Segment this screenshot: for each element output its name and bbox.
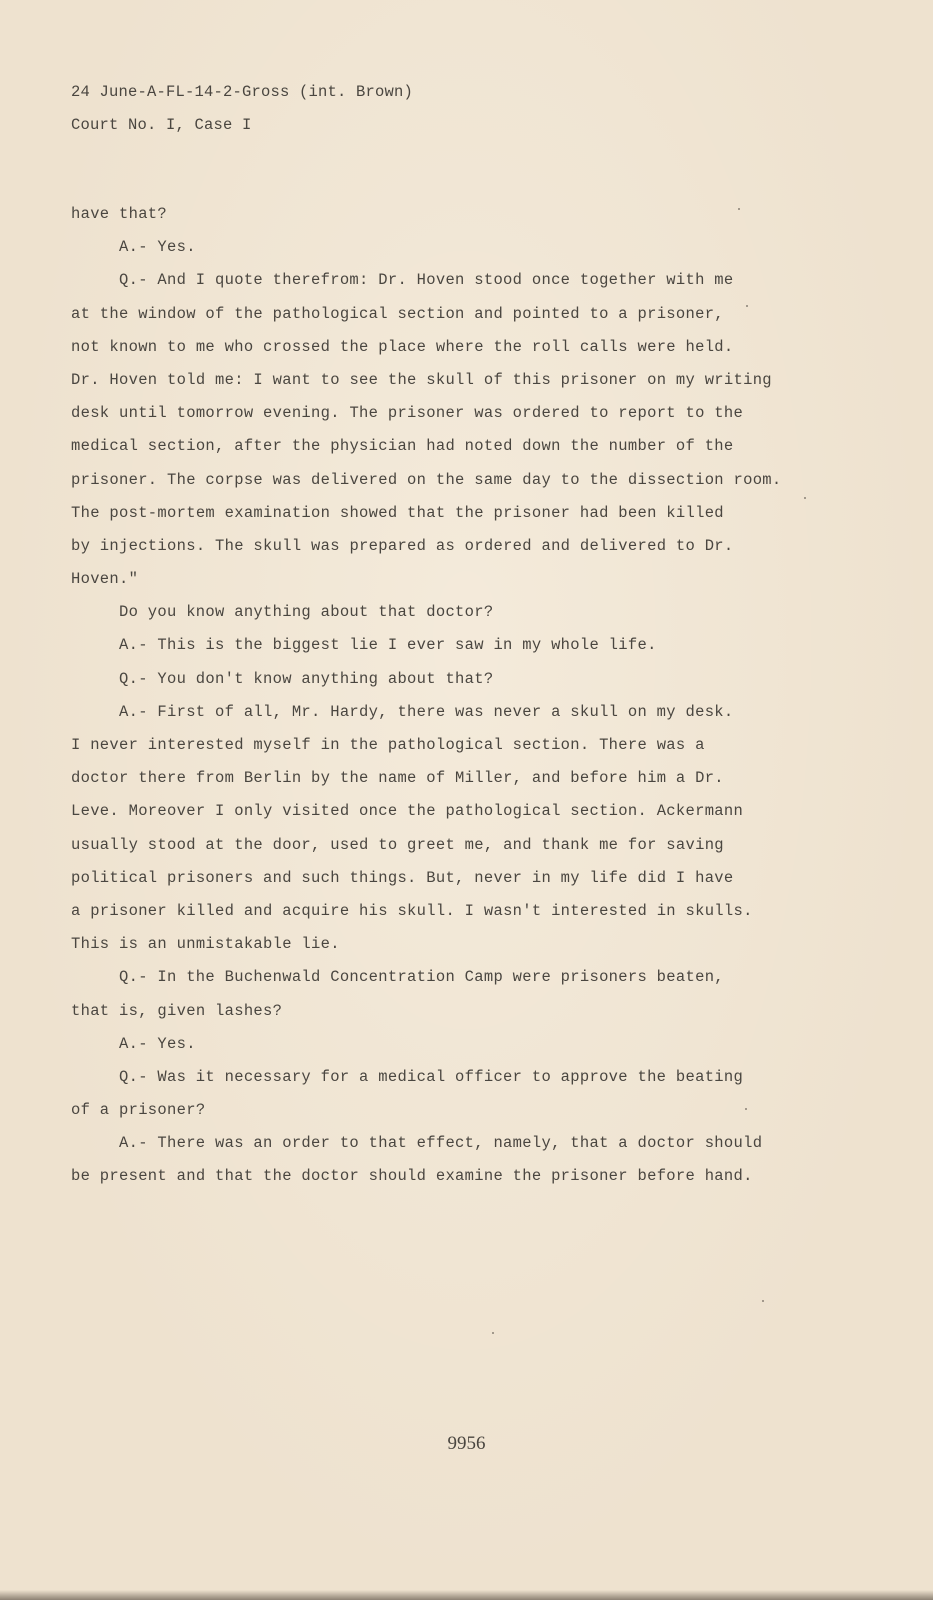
transcript-line: by injections. The skull was prepared as ordered and delivered to Dr. [71,536,734,555]
transcript-line: Q.- You don't know anything about that? [119,669,494,688]
transcript-line: have that? [71,205,168,223]
transcript-line: Hoven." [71,570,139,589]
transcript-line: a prisoner killed and acquire his skull. I wasn't interested in skulls. [71,901,753,920]
transcript-line: Do you know anything about that doctor? [119,603,494,622]
transcript-line: A.- First of all, Mr. Hardy, there was never a skull on my desk. [119,702,734,721]
paper-speck [746,305,748,307]
header-court-line: Court No. I, Case I [71,116,252,135]
transcript-line: that is, given lashes? [71,1001,283,1020]
transcript-line: medical section, after the physician had noted down the number of the [71,437,734,456]
transcript-line: Dr. Hoven told me: I want to see the skull of this prisoner on my writing [71,370,772,389]
transcript-line: political prisoners and such things. But, never in my life did I have [71,868,734,887]
header-reference-line: 24 June-A-FL-14-2-Gross (int. Brown) [71,83,414,101]
transcript-line: Q.- And I quote therefrom: Dr. Hoven stood once together with me [119,271,734,290]
paper-speck [804,497,806,499]
transcript-line: This is an unmistakable lie. [71,935,340,954]
transcript-line: of a prisoner? [71,1101,206,1120]
transcript-line: A.- Yes. [119,1034,196,1053]
transcript-line: not known to me who crossed the place where the roll calls were held. [71,337,734,356]
transcript-line: A.- There was an order to that effect, namely, that a doctor should [119,1134,763,1153]
transcript-line: be present and that the doctor should examine the prisoner before hand. [71,1167,753,1186]
paper-speck [738,208,740,210]
transcript-line: Q.- In the Buchenwald Concentration Camp were prisoners beaten, [119,968,724,987]
transcript-line: Leve. Moreover I only visited once the pathological section. Ackermann [71,802,744,821]
page-bottom-edge [0,1590,933,1600]
transcript-line: desk until tomorrow evening. The prisoner was ordered to report to the [71,404,744,423]
transcript-body [71,198,831,1194]
transcript-line: at the window of the pathological section and pointed to a prisoner, [71,304,724,323]
paper-speck [762,1300,764,1302]
paper-speck [492,1332,494,1334]
transcript-line: Q.- Was it necessary for a medical officer to approve the beating [119,1067,744,1086]
transcript-line: I never interested myself in the pathological section. There was a [71,736,705,754]
document-header [71,76,413,142]
transcript-line: A.- Yes. [119,238,196,257]
transcript-line: doctor there from Berlin by the name of Miller, and before him a Dr. [71,769,724,788]
transcript-line: A.- This is the biggest lie I ever saw in my whole life. [119,636,657,655]
page-number: 9956 [447,1433,486,1454]
transcript-line: prisoner. The corpse was delivered on the same day to the dissection room. [71,470,782,489]
transcript-line: usually stood at the door, used to greet me, and thank me for saving [71,835,724,854]
paper-speck [745,1108,747,1110]
transcript-line: The post-mortem examination showed that the prisoner had been killed [71,503,724,522]
